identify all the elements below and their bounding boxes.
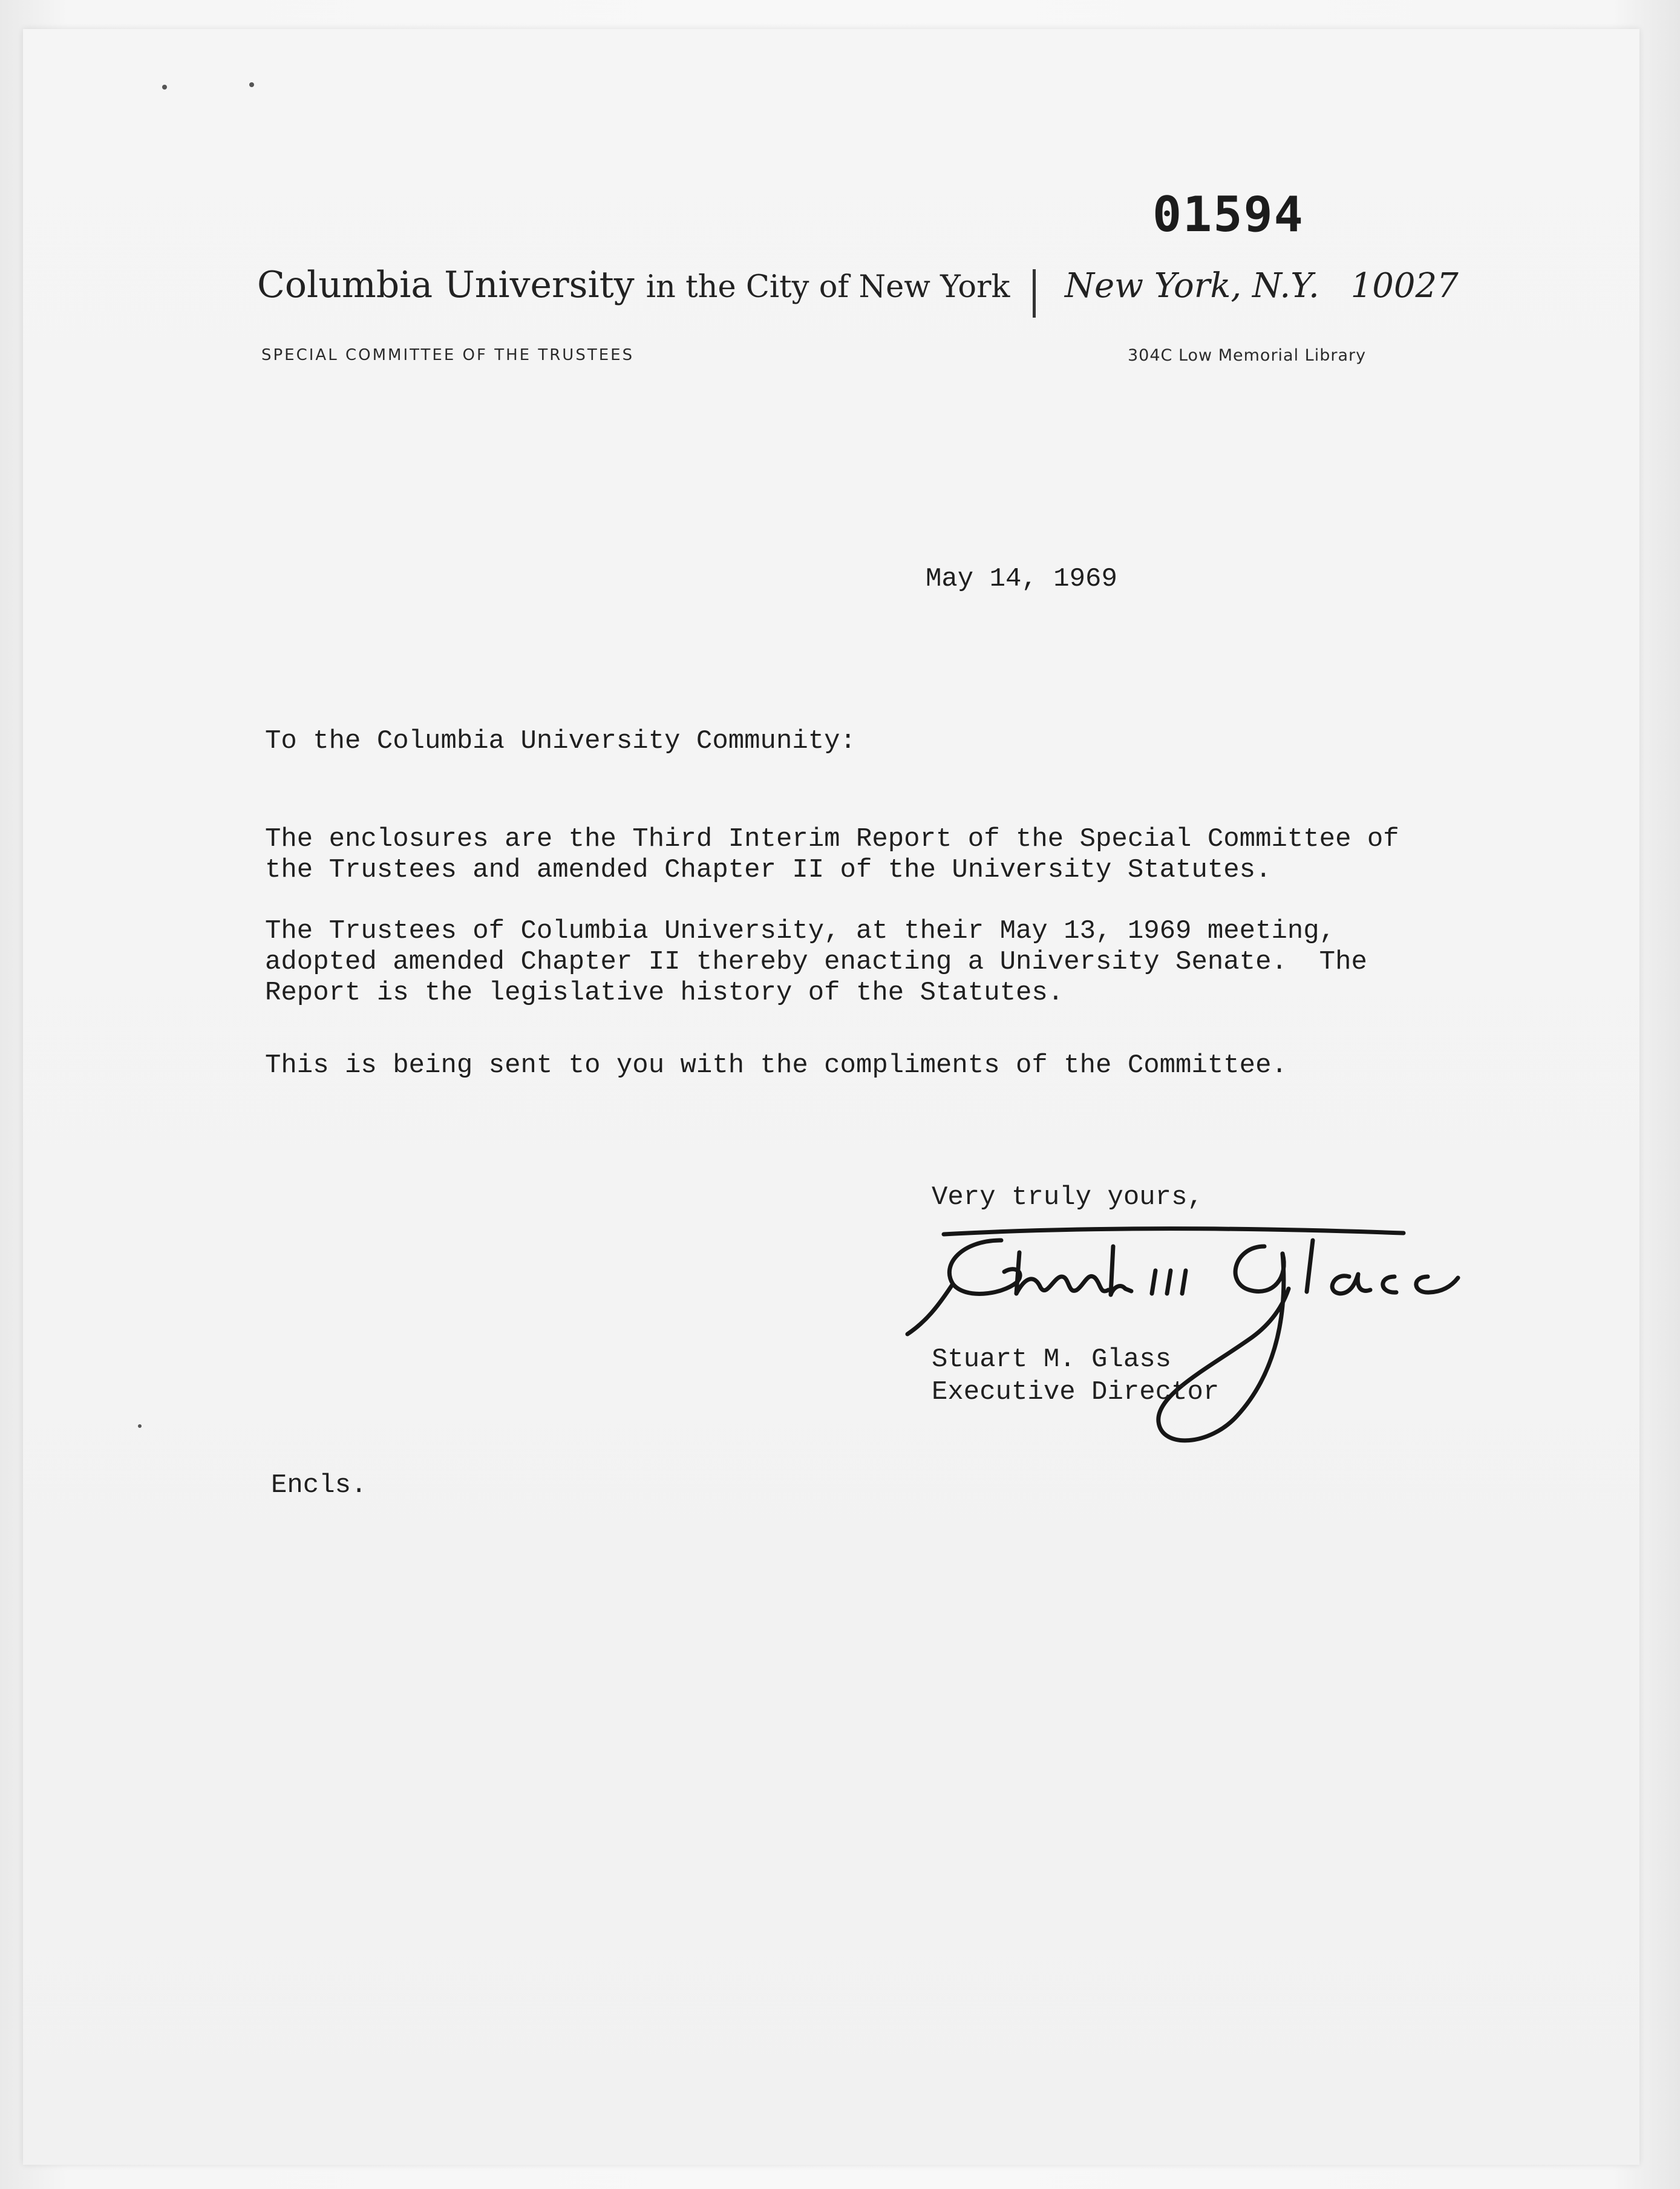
letterhead-divider (1033, 269, 1036, 318)
letterhead-institution (257, 264, 1010, 306)
letterhead-institution-main: Columbia University (257, 264, 635, 306)
letterhead-city: New York, N.Y. (1065, 266, 1319, 306)
dust-speck (138, 1424, 142, 1428)
letter-closing: Very truly yours, (932, 1182, 1203, 1212)
letterhead-address: 304C Low Memorial Library (1128, 346, 1367, 365)
letterhead-institution-rest: in the City of New York (646, 269, 1010, 305)
letter-paragraph: The enclosures are the Third Interim Report of the Special Committee of the Trustees and amended Chapter II of the University Statutes. (265, 824, 1399, 885)
letter-salutation: To the Columbia University Community: (265, 726, 856, 756)
serial-number: 01594 (1152, 186, 1304, 243)
letterhead-location (1065, 266, 1459, 306)
letter-date: May 14, 1969 (926, 564, 1117, 594)
letterhead-zip: 10027 (1350, 266, 1459, 306)
dust-speck (162, 85, 167, 90)
dust-speck (249, 82, 254, 87)
handwritten-signature (895, 1216, 1537, 1458)
letterhead-department: SPECIAL COMMITTEE OF THE TRUSTEES (261, 346, 635, 364)
letter-paragraph: This is being sent to you with the compliments of the Committee. (265, 1050, 1287, 1081)
letter-paragraph: The Trustees of Columbia University, at their May 13, 1969 meeting, adopted amended Chapter II thereby enacting a University Senate. The Report is the legislative history of the Statutes. (265, 916, 1367, 1008)
enclosures-note: Encls. (271, 1470, 367, 1500)
signer-block (932, 1343, 1219, 1409)
signer-title: Executive Director (932, 1377, 1220, 1407)
signer-name: Stuart M. Glass (932, 1344, 1172, 1375)
